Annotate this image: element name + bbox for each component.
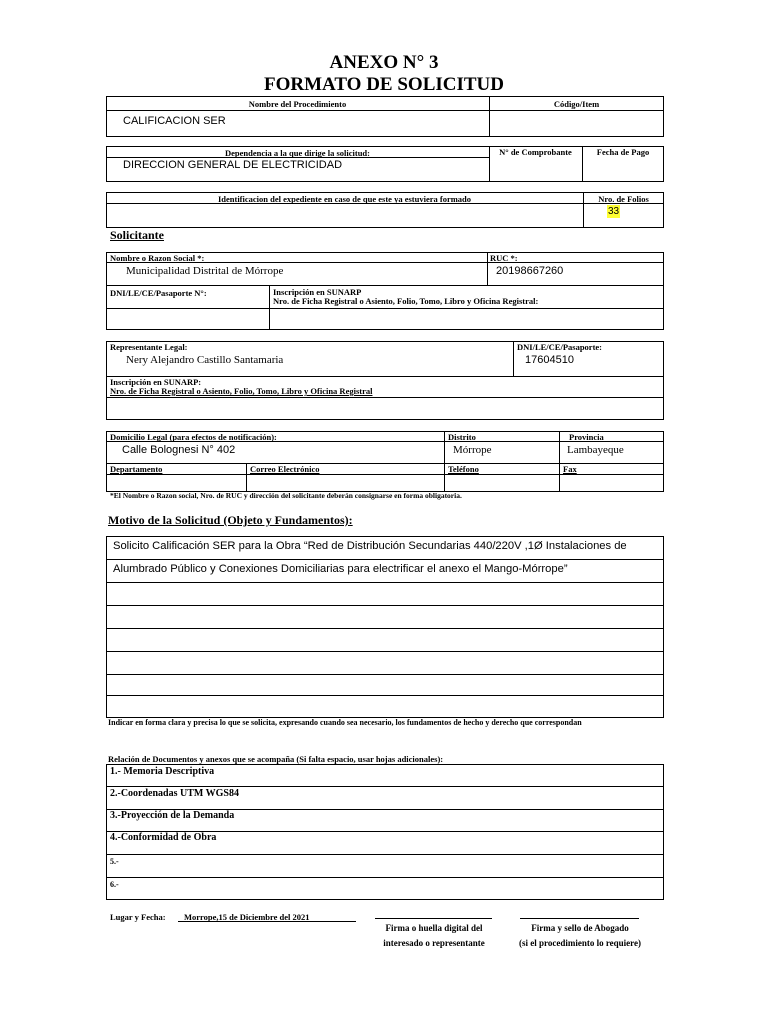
document-item-6[interactable]: 6.- — [110, 880, 119, 889]
motive-line-2[interactable]: Alumbrado Público y Conexiones Domiciliarias para electrificar el anexo el Mango-Mórrope” — [113, 563, 568, 575]
form-title: ANEXO N° 3 — [329, 52, 439, 73]
motive-instruction: Indicar en forma clara y precisa lo que se solicita, expresando cuando sea necesario, los fundamentos de hecho y derecho que correspondan — [108, 718, 582, 727]
email-label: Correo Electrónico — [250, 464, 320, 474]
address-label: Domicilio Legal (para efectos de notificación): — [110, 432, 277, 442]
representative-dni-field[interactable]: 17604510 — [525, 354, 574, 366]
document-item-5[interactable]: 5.- — [110, 857, 119, 866]
representative-name-field[interactable]: Nery Alejandro Castillo Santamaria — [126, 354, 284, 366]
lawyer-signature-label-2: (si el procedimiento lo requiere) — [519, 938, 641, 948]
folios-field[interactable]: 33 — [608, 206, 620, 217]
province-field[interactable]: Lambayeque — [567, 444, 624, 456]
applicant-sunarp-label: Inscripción en SUNARP — [273, 287, 362, 297]
representative-dni-label: DNI/LE/CE/Pasaporte: — [517, 342, 602, 352]
applicant-sunarp-field[interactable] — [270, 309, 663, 329]
document-item-2[interactable]: 2.-Coordenadas UTM WGS84 — [110, 788, 239, 799]
applicant-sunarp-sub-label: Nro. de Ficha Registral o Asiento, Folio, Tomo, Libro y Oficina Registral: — [273, 296, 539, 306]
document-item-4[interactable]: 4.-Conformidad de Obra — [110, 832, 217, 843]
mandatory-footnote: *El Nombre o Razon social, Nro. de RUC y dirección del solicitante deberán consignarse en forma obligatoria. — [110, 491, 462, 500]
lawyer-signature-label-1: Firma y sello de Abogado — [531, 923, 629, 933]
folios-label: Nro. de Folios — [598, 194, 649, 204]
receipt-number-label: N° de Comprobante — [499, 147, 572, 157]
phone-field[interactable] — [445, 475, 559, 491]
procedure-code-label: Código/Item — [553, 99, 600, 109]
department-field[interactable] — [107, 475, 246, 491]
place-date-label: Lugar y Fecha: — [110, 912, 166, 922]
interested-signature-label-1: Firma o huella digital del — [385, 923, 483, 933]
procedure-name-label: Nombre del Procedimiento — [248, 99, 347, 109]
motive-line-1[interactable]: Solicito Calificación SER para la Obra “Red de Distribución Secundarias 440/220V ,1Ø Instalaciones de — [113, 540, 627, 552]
applicant-dni-field[interactable] — [107, 309, 269, 329]
lawyer-signature-line — [520, 918, 639, 919]
representative-label: Representante Legal: — [110, 342, 188, 352]
representative-sunarp-label: Inscripción en SUNARP: — [110, 377, 202, 387]
province-label: Provincia — [569, 432, 604, 442]
file-identification-label: Identificacion del expediente en caso de que este ya estuviera formado — [217, 194, 472, 204]
applicant-name-field[interactable]: Municipalidad Distrital de Mórrope — [126, 265, 284, 277]
procedure-name-field[interactable]: CALIFICACION SER — [123, 115, 226, 127]
ruc-label: RUC *: — [490, 253, 518, 263]
document-item-3[interactable]: 3.-Proyección de la Demanda — [110, 810, 235, 821]
interested-signature-line — [375, 918, 492, 919]
email-field[interactable] — [247, 475, 444, 491]
department-label: Departamento — [110, 464, 163, 474]
representative-sunarp-sub-label: Nro. de Ficha Registral o Asiento, Folio, Tomo, Libro y Oficina Registral — [110, 386, 373, 396]
documents-label: Relación de Documentos y anexos que se acompaña (Si falta espacio, usar hojas adicionales): — [108, 754, 444, 764]
address-field[interactable]: Calle Bolognesi N° 402 — [122, 444, 236, 456]
payment-date-label: Fecha de Pago — [596, 147, 650, 157]
applicant-section-title: Solicitante — [110, 228, 164, 242]
applicant-name-label: Nombre o Razon Social *: — [110, 253, 205, 263]
representative-sunarp-field[interactable] — [107, 398, 663, 419]
district-field[interactable]: Mórrope — [453, 444, 492, 456]
dependency-field[interactable]: DIRECCION GENERAL DE ELECTRICIDAD — [123, 159, 343, 171]
fax-field[interactable] — [560, 475, 663, 491]
form-subtitle: FORMATO DE SOLICITUD — [264, 74, 504, 95]
ruc-field[interactable]: 20198667260 — [496, 265, 564, 277]
phone-label: Teléfono — [448, 464, 479, 474]
motive-section-title: Motivo de la Solicitud (Objeto y Fundamentos): — [108, 513, 353, 527]
fax-label: Fax — [563, 464, 577, 474]
place-date-field[interactable]: Morrope,15 de Diciembre del 2021 — [184, 912, 310, 922]
applicant-dni-label: DNI/LE/CE/Pasaporte N°: — [110, 288, 207, 298]
dependency-label: Dependencia a la que dirige la solicitud: — [225, 148, 370, 158]
district-label: Distrito — [448, 432, 476, 442]
document-item-1[interactable]: 1.- Memoria Descriptiva — [110, 766, 215, 777]
interested-signature-label-2: interesado o representante — [383, 938, 485, 948]
